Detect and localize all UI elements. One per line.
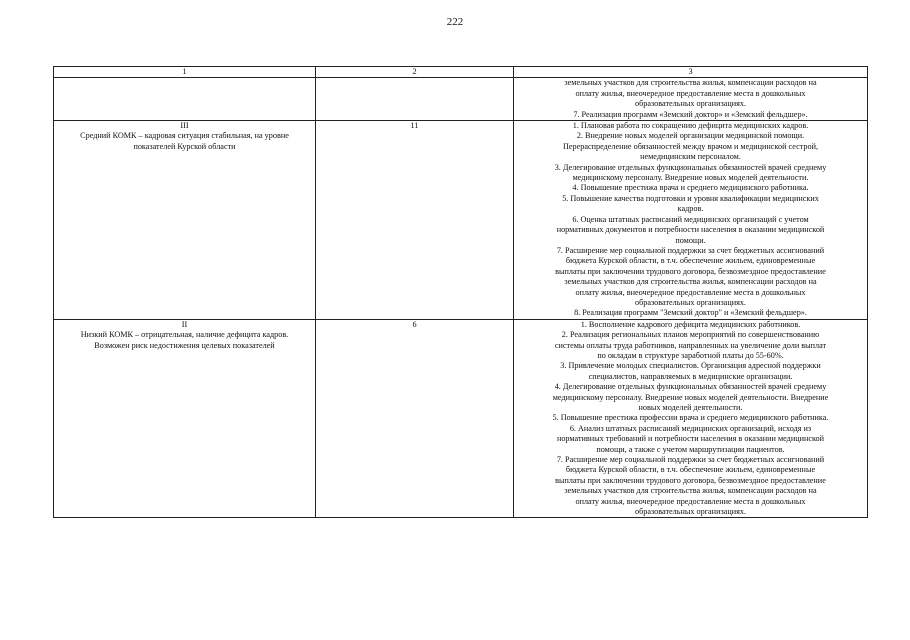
text-line: 4. Повышение престижа врача и среднего медицинского работника. [572,183,809,193]
text-line: выплаты при заключении трудового договора, безвозмездное предоставление [555,266,826,276]
page-number: 222 [446,16,464,28]
text-line: бюджета Курской области, в т.ч. обеспечение жильем, единовременные [565,256,816,266]
text-line: нормативных требований и потребности населения в оказании медицинской [556,434,825,444]
level-label: II [181,319,188,329]
text-line: образовательных организациях. [635,99,746,109]
text-line: системы оплаты труда работников, направленных на увеличение доли выплат [554,340,827,350]
text-line: земельных участков для строительства жилья, компенсации расходов на [564,486,817,496]
text-line: 4. Делегирование отдельных функциональных обязанностей врачей среднему [554,382,827,392]
measures-cell [514,121,868,320]
table-row [54,78,868,121]
text-line: 2. Реализация региональных планов мероприятий по совершенствованию [561,330,820,340]
text-line: оплату жилья, внеочередное предоставление места в дошкольных [575,496,806,506]
text-line: 2. Внедрение новых моделей организации медицинской помощи. [576,131,805,141]
text-line: помощи, а также с учетом маршрутизации пациентов. [596,444,785,454]
text-line: немедицинским персоналом. [640,152,741,162]
text-line: 3. Привлечение молодых специалистов. Организация адресной поддержки [560,361,821,371]
text-line: медицинскому персоналу. Внедрение новых моделей деятельности. [572,173,809,183]
text-line: медицинскому персоналу. Внедрение новых моделей деятельности. Внедрение [552,392,829,402]
description-text [57,330,312,351]
text-line: 3. Делегирование отдельных функциональных обязанностей врачей среднему [554,162,827,172]
text-line: 1. Плановая работа по сокращению дефицита медицинских кадров. [572,121,809,131]
level-cell [54,319,316,518]
text-line: 7. Расширение мер социальной поддержки за счет бюджетных ассигнований [556,245,825,255]
count-cell: 6 [316,319,514,518]
text-line: 6. Оценка штатных расписаний медицинских организаций с учетом [572,214,809,224]
text-line: помощи. [675,235,706,245]
text-line: новых моделей деятельности. [638,403,743,412]
text-line: по окладам в структуре заработной платы до 55-60%. [597,350,784,360]
text-line: 7. Расширение мер социальной поддержки за счет бюджетных ассигнований [556,455,825,465]
text-line: 6. Анализ штатных расписаний медицинских организаций, исходя из [569,423,812,433]
header-col-3: 3 [514,67,868,78]
text-line: Средний КОМК – кадровая ситуация стабильная, на уровне [80,131,289,141]
table-row [54,121,868,320]
text-line: специалистов, направляемых в медицинские организации. [588,371,793,381]
text-line: 8. Реализация программ "Земский доктор" и «Земский фельдшер». [574,308,807,318]
text-line: образовательных организациях. [635,297,746,307]
text-line: оплату жилья, внеочередное предоставление места в дошкольных [575,287,806,297]
text-line: Низкий КОМК – отрицательная, наличие дефицита кадров. [80,330,289,340]
text-line: бюджета Курской области, в т.ч. обеспечение жильем, единовременные [565,465,816,475]
text-line: выплаты при заключении трудового договора, безвозмездное предоставление [555,475,826,485]
text-line: кадров. [677,204,704,214]
text-line: земельных участков для строительства жилья, компенсации расходов на [564,277,817,287]
header-col-1: 1 [54,67,316,78]
measures-cell [514,78,868,121]
text-line: земельных участков для строительства жилья, компенсации расходов на [564,78,817,88]
text-line: 7. Реализация программ «Земский доктор» и «Земский фельдшер». [573,109,808,119]
text-line: нормативных документов и потребности населения в оказании медицинской [556,225,825,235]
measures-cell [514,319,868,518]
text-line: 5. Повышение престижа профессии врача и среднего медицинского работника. [552,413,829,423]
level-label: III [180,121,189,131]
level-cell [54,121,316,320]
text-line: образовательных организациях. [635,507,746,517]
text-line: оплату жилья, внеочередное предоставление места в дошкольных [575,88,806,98]
text-line: Возможен риск недостижения целевых показателей [94,340,275,350]
header-col-2: 2 [316,67,514,78]
description-text [57,131,312,152]
text-line: показателей Курской области [133,141,236,151]
level-cell [54,78,316,121]
text-line: 5. Повышение качества подготовки и уровня квалификации медицинских [562,193,819,203]
table-row [54,319,868,518]
count-cell [316,78,514,121]
table-header-row [54,67,868,78]
text-line: 1. Восполнение кадрового дефицита медицинских работников. [580,319,801,329]
count-cell: 11 [316,121,514,320]
text-line: Перераспределение обязанностей между врачом и медицинской сестрой, [563,141,818,151]
measures-table [53,66,868,518]
